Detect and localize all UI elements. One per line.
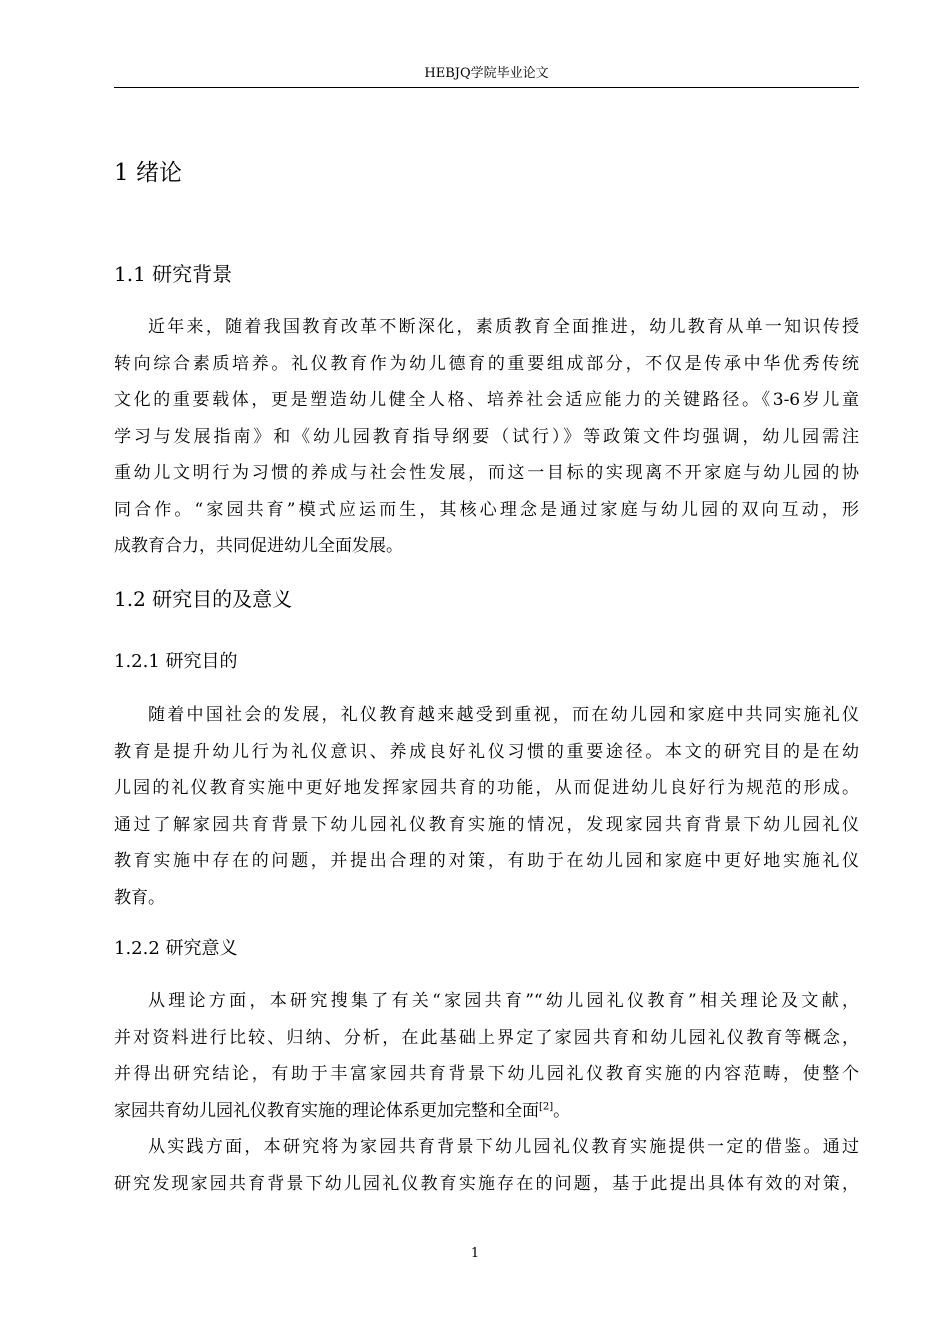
text-line: 文化的重要载体，更是塑造幼儿健全人格、培养社会适应能力的关键路径。《3-6岁儿童 (114, 390, 859, 410)
text-line: 随着中国社会的发展，礼仪教育越来越受到重视，而在幼儿园和家庭中共同实施礼仪 (148, 705, 859, 725)
paragraph-purpose (114, 697, 859, 916)
text-line: 同合作。“家园共育”模式应运而生，其核心理念是通过家庭与幼儿园的双向互动，形 (114, 499, 859, 520)
text-line: 近年来，随着我国教育改革不断深化，素质教育全面推进，幼儿教育从单一知识传授 (148, 317, 859, 337)
text-line: 教育实施中存在的问题，并提出合理的对策，有助于在幼儿园和家庭中更好地实施礼仪 (114, 851, 859, 871)
section-heading-1-1: 1.1 研究背景 (114, 262, 233, 286)
page-header: HEBJQ学院毕业论文 (424, 66, 549, 81)
section-heading-1-2-2: 1.2.2 研究意义 (114, 938, 238, 959)
text-line: 研究发现家园共育背景下幼儿园礼仪教育实施存在的问题，基于此提出具体有效的对策， (114, 1173, 859, 1194)
text-line: 从实践方面，本研究将为家园共育背景下幼儿园礼仪教育实施提供一定的借鉴。通过 (148, 1137, 859, 1157)
section-heading-1-2-1: 1.2.1 研究目的 (114, 651, 238, 672)
text-fragment: 。 (553, 1100, 571, 1121)
header-divider (114, 87, 859, 88)
text-line: 教育。 (114, 887, 165, 908)
section-heading-1-2: 1.2 研究目的及意义 (114, 587, 293, 611)
text-line: 通过了解家园共育背景下幼儿园礼仪教育实施的情况，发现家园共育背景下幼儿园礼仪 (114, 814, 859, 835)
paragraph-background (114, 309, 859, 565)
citation-reference[interactable]: [2] (539, 1100, 554, 1112)
text-line: 并得出研究结论，有助于丰富家园共育背景下幼儿园礼仪教育实施的内容范畴，使整个 (114, 1064, 859, 1084)
text-line: 并对资料进行比较、归纳、分析，在此基础上界定了家园共育和幼儿园礼仪教育等概念， (114, 1027, 859, 1048)
text-line: 学习与发展指南》和《幼儿园教育指导纲要（试行）》等政策文件均强调，幼儿园需注 (114, 426, 859, 447)
text-line: 儿园的礼仪教育实施中更好地发挥家园共育的功能，从而促进幼儿良好行为规范的形成。 (114, 778, 859, 798)
text-line: 教育是提升幼儿行为礼仪意识、养成良好礼仪习惯的重要途径。本文的研究目的是在幼 (114, 741, 859, 762)
text-fragment: 家园共育幼儿园礼仪教育实施的理论体系更加完整和全面 (114, 1100, 539, 1121)
paragraph-significance-practice (114, 1129, 859, 1202)
page-number: 1 (470, 1246, 480, 1261)
text-line: 重幼儿文明行为习惯的养成与社会性发展，而这一目标的实现离不开家庭与幼儿园的协 (114, 463, 859, 483)
chapter-title: 1 绪论 (114, 160, 182, 186)
text-line: 转向综合素质培养。礼仪教育作为幼儿德育的重要组成部分，不仅是传承中华优秀传统 (114, 353, 859, 374)
text-line: 从理论方面，本研究搜集了有关“家园共育”“幼儿园礼仪教育”相关理论及文献， (148, 991, 859, 1011)
text-line: 成教育合力，共同促进幼儿全面发展。 (114, 536, 403, 556)
text-line (114, 1093, 859, 1130)
paragraph-significance-theory (114, 983, 859, 1129)
